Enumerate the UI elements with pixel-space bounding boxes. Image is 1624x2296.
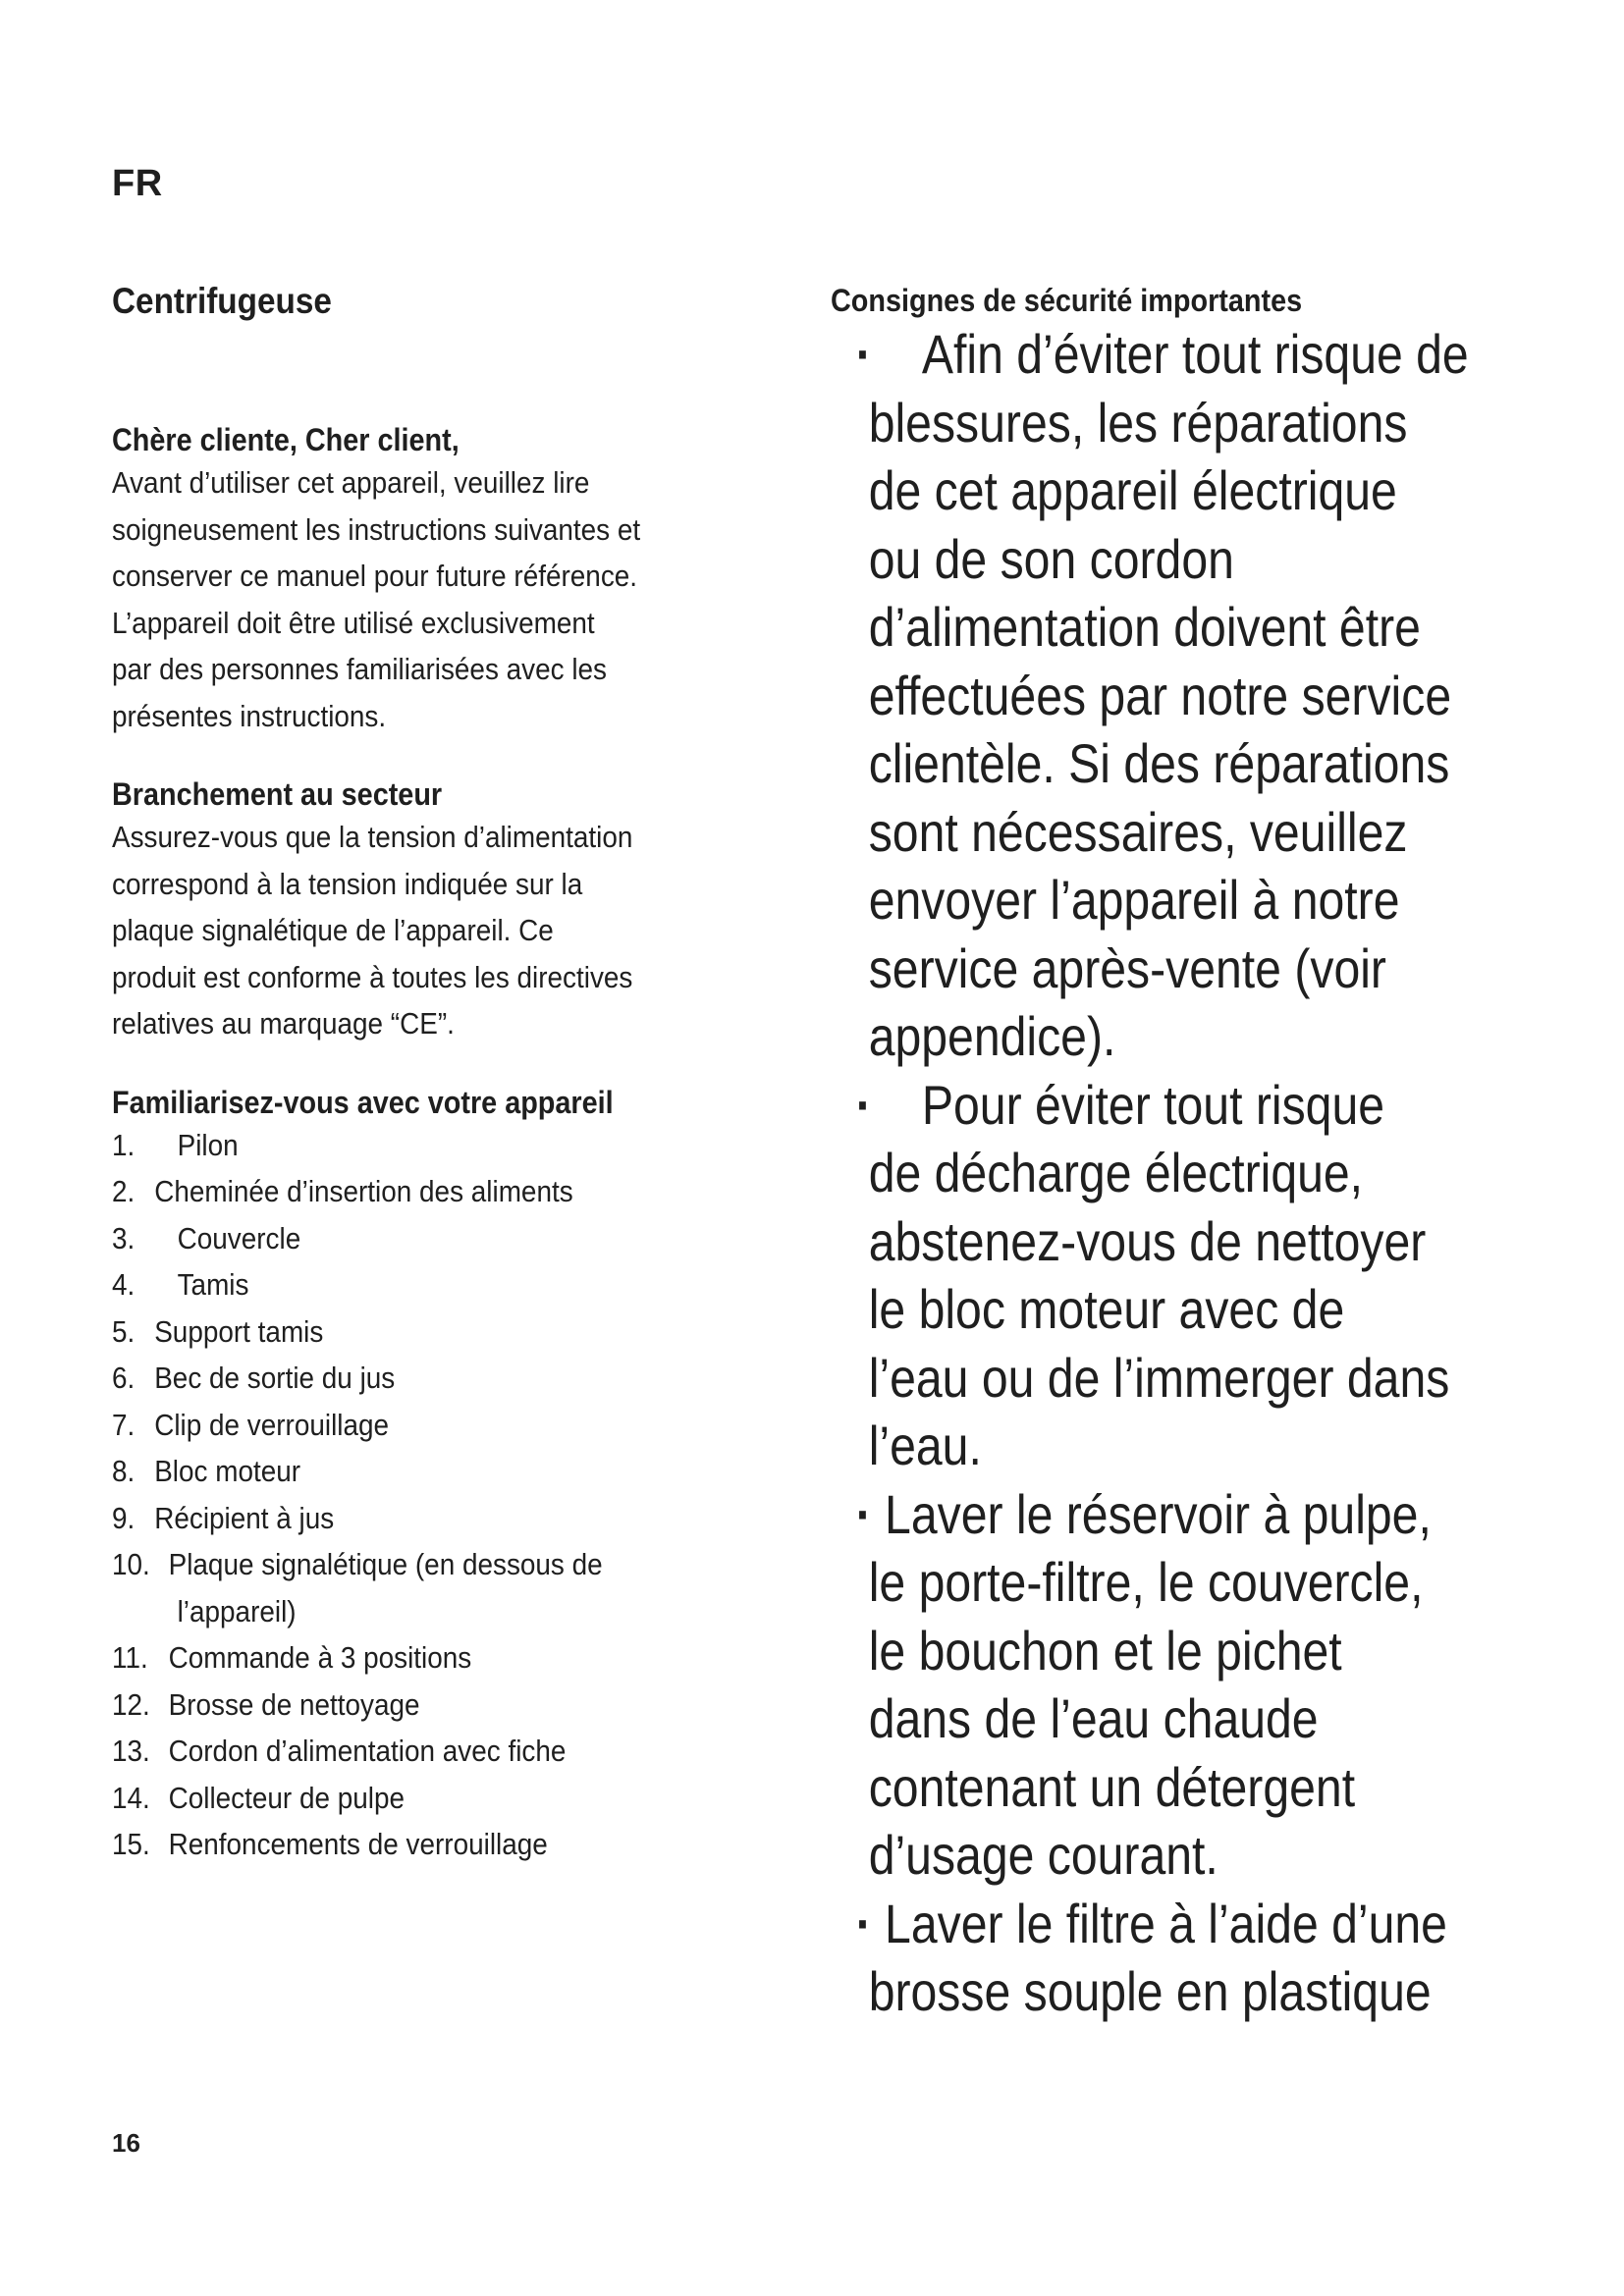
item-label: Bec de sortie du jus [154, 1361, 396, 1395]
parts-list-item [112, 1775, 784, 1822]
item-number: 9. [112, 1500, 135, 1535]
safety-line: envoyer l’appareil à notre [868, 869, 1400, 931]
item-label: Tamis [177, 1267, 249, 1302]
parts-list-item-continuation [112, 1588, 784, 1635]
parts-section [112, 1083, 799, 1868]
parts-list-item [112, 1728, 784, 1775]
item-number: 10. [112, 1547, 150, 1581]
safety-line: Laver le filtre à l’aide d’une [885, 1892, 1447, 1954]
item-label: Collecteur de pulpe [168, 1780, 406, 1815]
item-number: 2. [112, 1174, 135, 1208]
mains-section [112, 774, 799, 1047]
mains-line: plaque signalétique de l’appareil. Ce [112, 913, 554, 947]
greeting-heading: Chère cliente, Cher client, [112, 422, 460, 457]
parts-list [112, 1122, 784, 1868]
item-label: Plaque signalétique (en dessous de [168, 1547, 603, 1581]
bullet-icon: · [855, 1482, 872, 1545]
greeting-line: conserver ce manuel pour future référence. [112, 559, 638, 593]
safety-line: ou de son cordon [868, 527, 1234, 590]
item-number: 11. [112, 1640, 148, 1675]
safety-line: le porte-filtre, le couvercle, [868, 1551, 1424, 1613]
safety-line: de décharge électrique, [868, 1142, 1364, 1203]
safety-line: l’eau. [868, 1415, 982, 1476]
item-number: 12. [112, 1686, 150, 1722]
parts-list-item [112, 1355, 784, 1402]
item-number: 6. [112, 1361, 135, 1395]
safety-line: clientèle. Si des réparations [868, 732, 1450, 794]
item-label: Couvercle [177, 1220, 301, 1255]
item-number: 15. [112, 1827, 150, 1861]
item-label: Brosse de nettoyage [168, 1686, 420, 1722]
safety-item [831, 1071, 1540, 1480]
item-number: 1. [112, 1127, 135, 1162]
greeting-line: par des personnes familiarisées avec les [112, 652, 607, 686]
language-code: FR [112, 163, 163, 204]
item-number: 13. [112, 1734, 150, 1768]
parts-heading: Familiarisez-vous avec votre appareil [112, 1084, 614, 1120]
safety-item [831, 1890, 1540, 2026]
greeting-line: L’appareil doit être utilisé exclusivement [112, 605, 595, 640]
item-label: Bloc moteur [154, 1454, 301, 1488]
safety-line: le bouchon et le pichet [868, 1619, 1342, 1682]
item-label: Commande à 3 positions [168, 1640, 472, 1675]
safety-line: abstenez-vous de nettoyer [868, 1209, 1427, 1272]
item-number: 4. [112, 1267, 135, 1302]
item-label: Cheminée d’insertion des aliments [154, 1174, 573, 1208]
item-number: 8. [112, 1454, 135, 1488]
mains-line: correspond à la tension indiquée sur la [112, 866, 583, 901]
parts-list-item [112, 1634, 784, 1682]
safety-line: contenant un détergent [868, 1755, 1356, 1818]
safety-line: dans de l’eau chaude [868, 1687, 1319, 1749]
safety-line: Pour éviter tout risque [921, 1073, 1385, 1136]
parts-list-item [112, 1448, 784, 1495]
item-label: Clip de verrouillage [154, 1407, 390, 1442]
document-title: Centrifugeuse [112, 281, 332, 321]
greeting-paragraph [112, 459, 784, 739]
right-column [831, 281, 1538, 2026]
bullet-icon: · [855, 323, 872, 385]
parts-list-item [112, 1215, 784, 1262]
item-label: Cordon d’alimentation avec fiche [168, 1734, 567, 1768]
left-column [112, 281, 799, 1903]
item-label-continuation: l’appareil) [177, 1593, 297, 1629]
safety-line: blessures, les réparations [868, 391, 1408, 454]
mains-line: Assurez-vous que la tension d’alimentation [112, 820, 633, 854]
safety-line: le bloc moteur avec de [868, 1278, 1345, 1340]
safety-line: brosse souple en plastique [868, 1960, 1432, 2022]
parts-list-item [112, 1541, 784, 1588]
safety-item [831, 1480, 1540, 1890]
parts-list-item [112, 1682, 784, 1729]
item-label: Pilon [177, 1127, 239, 1162]
safety-line: l’eau ou de l’immerger dans [868, 1346, 1450, 1409]
parts-list-item [112, 1122, 784, 1169]
safety-line: d’alimentation doivent être [868, 596, 1421, 658]
item-number: 14. [112, 1780, 150, 1815]
safety-line: sont nécessaires, veuillez [868, 800, 1408, 863]
safety-line: effectuées par notre service [868, 664, 1452, 726]
parts-list-item [112, 1821, 784, 1868]
parts-list-item [112, 1168, 784, 1215]
greeting-line: soigneusement les instructions suivantes et [112, 511, 641, 547]
safety-line: service après-vente (voir [868, 936, 1386, 999]
mains-line: produit est conforme à toutes les directives [112, 959, 633, 994]
safety-list [831, 320, 1538, 2026]
parts-list-item [112, 1495, 784, 1542]
item-label: Récipient à jus [154, 1500, 335, 1535]
mains-line: relatives au marquage “CE”. [112, 1006, 455, 1041]
item-number: 7. [112, 1407, 135, 1442]
safety-line: Laver le réservoir à pulpe, [885, 1482, 1432, 1545]
item-label: Renfoncements de verrouillage [168, 1827, 548, 1861]
greeting-line: présentes instructions. [112, 698, 387, 733]
greeting-section [112, 420, 799, 739]
greeting-line: Avant d’utiliser cet appareil, veuillez lire [112, 465, 590, 500]
safety-line: Afin d’éviter tout risque de [921, 323, 1469, 385]
mains-paragraph [112, 814, 784, 1047]
safety-item [831, 320, 1540, 1071]
parts-list-item [112, 1402, 784, 1449]
item-label: Support tamis [154, 1313, 324, 1349]
item-number: 3. [112, 1220, 135, 1255]
parts-list-item [112, 1308, 784, 1356]
item-number: 5. [112, 1313, 135, 1349]
safety-heading: Consignes de sécurité importantes [831, 283, 1303, 318]
page-number: 16 [112, 2128, 140, 2158]
safety-line: appendice). [868, 1005, 1116, 1067]
mains-heading: Branchement au secteur [112, 776, 443, 812]
parts-list-item [112, 1261, 784, 1308]
safety-line: de cet appareil électrique [868, 459, 1397, 521]
bullet-icon: · [855, 1892, 872, 1954]
bullet-icon: · [855, 1073, 872, 1136]
safety-line: d’usage courant. [868, 1824, 1218, 1886]
